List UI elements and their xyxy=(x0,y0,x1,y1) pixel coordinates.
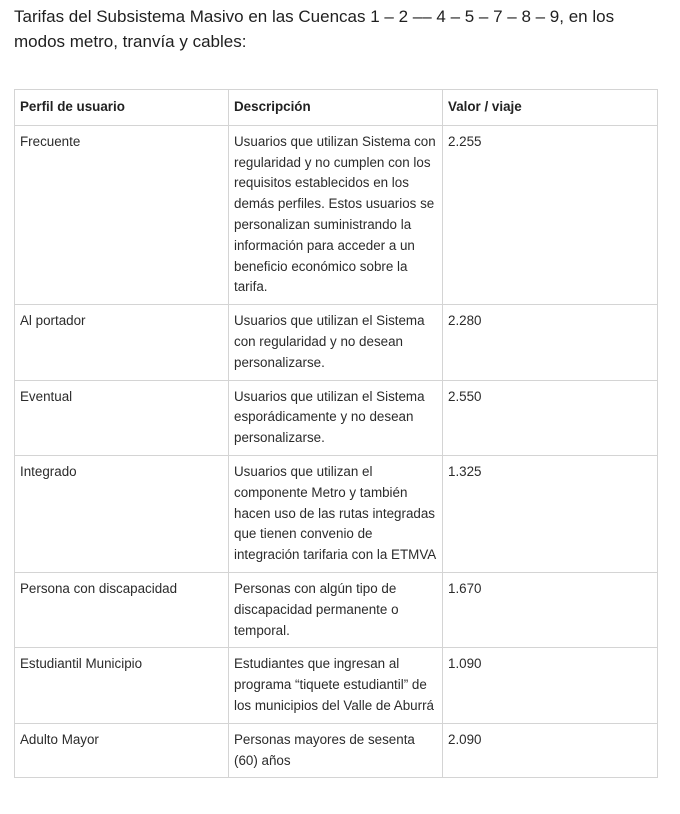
description-cell: Personas mayores de sesenta (60) años xyxy=(229,723,443,778)
value-cell: 2.090 xyxy=(443,723,658,778)
profile-cell: Persona con discapacidad xyxy=(15,572,229,647)
profile-cell: Frecuente xyxy=(15,125,229,304)
value-cell: 2.255 xyxy=(443,125,658,304)
header-value: Valor / viaje xyxy=(443,90,658,126)
description-cell: Usuarios que utilizan el componente Metro y también hacen uso de las rutas integradas que tienen convenio de integración tarifaria con la ETMVA xyxy=(229,455,443,572)
description-cell: Usuarios que utilizan el Sistema esporádicamente y no desean personalizarse. xyxy=(229,380,443,455)
fares-table xyxy=(14,89,658,778)
description-cell: Usuarios que utilizan Sistema con regularidad y no cumplen con los requisitos establecidos en los demás perfiles. Estos usuarios se personalizan suministrando la información para acceder a un beneficio económico sobre la tarifa. xyxy=(229,125,443,304)
description-cell: Estudiantes que ingresan al programa “tiquete estudiantil” de los municipios del Valle de Aburrá xyxy=(229,648,443,723)
profile-cell: Adulto Mayor xyxy=(15,723,229,778)
table-row xyxy=(15,572,658,647)
profile-cell: Integrado xyxy=(15,455,229,572)
value-cell: 1.325 xyxy=(443,455,658,572)
table-row xyxy=(15,380,658,455)
profile-cell: Al portador xyxy=(15,305,229,380)
value-cell: 2.280 xyxy=(443,305,658,380)
header-profile: Perfil de usuario xyxy=(15,90,229,126)
profile-cell: Estudiantil Municipio xyxy=(15,648,229,723)
table-header-row xyxy=(15,90,658,126)
header-description: Descripción xyxy=(229,90,443,126)
description-cell: Personas con algún tipo de discapacidad permanente o temporal. xyxy=(229,572,443,647)
table-row xyxy=(15,125,658,304)
table-row xyxy=(15,305,658,380)
value-cell: 2.550 xyxy=(443,380,658,455)
value-cell: 1.670 xyxy=(443,572,658,647)
table-row xyxy=(15,455,658,572)
value-cell: 1.090 xyxy=(443,648,658,723)
profile-cell: Eventual xyxy=(15,380,229,455)
table-row xyxy=(15,723,658,778)
description-cell: Usuarios que utilizan el Sistema con regularidad y no desean personalizarse. xyxy=(229,305,443,380)
page-title: Tarifas del Subsistema Masivo en las Cuencas 1 – 2 –– 4 – 5 – 7 – 8 – 9, en los modos metro, tranvía y cables: xyxy=(14,7,615,51)
table-row xyxy=(15,648,658,723)
